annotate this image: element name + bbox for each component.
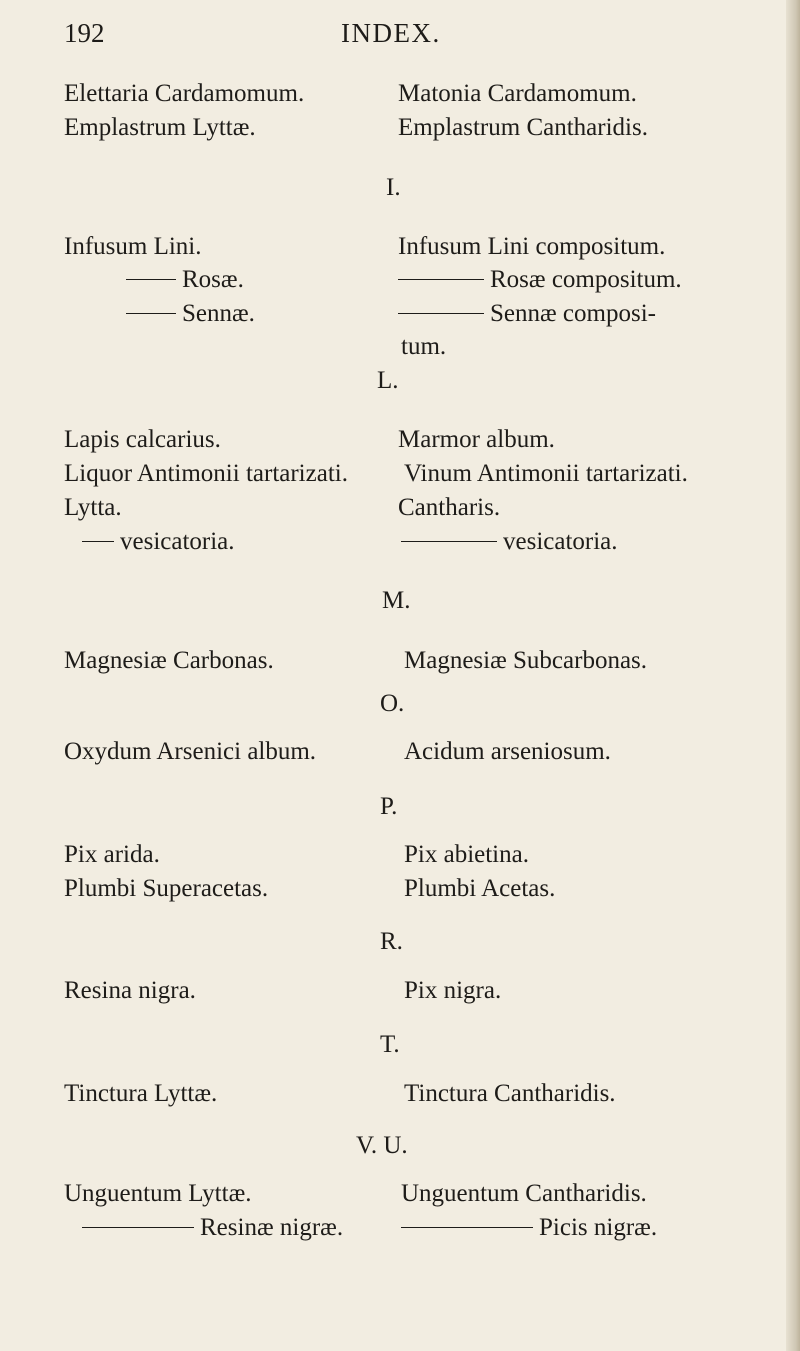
section-letter: I.	[386, 174, 401, 201]
ditto-dash	[126, 313, 176, 314]
section-letter: O.	[380, 690, 405, 717]
ditto-dash	[82, 1227, 194, 1228]
index-row	[0, 80, 780, 114]
new-name: Rosæ compositum.	[490, 266, 682, 293]
index-row	[0, 460, 780, 494]
new-name: Emplastrum Cantharidis.	[398, 114, 648, 141]
new-name: Sennæ composi-	[490, 300, 656, 327]
ditto-dash	[126, 279, 176, 280]
index-row	[0, 494, 780, 528]
new-name: Picis nigræ.	[539, 1214, 658, 1241]
index-row	[0, 1080, 780, 1114]
new-name: Acidum arseniosum.	[404, 738, 611, 765]
old-name: Magnesiæ Carbonas.	[64, 647, 274, 674]
new-name: Infusum Lini compositum.	[398, 233, 666, 260]
old-name: Rosæ.	[182, 266, 244, 293]
old-name: vesicatoria.	[120, 528, 235, 555]
section-letter: R.	[380, 928, 403, 955]
page-number: 192	[64, 18, 105, 48]
old-name: Emplastrum Lyttæ.	[64, 114, 256, 141]
index-row	[0, 1214, 780, 1248]
new-name: Marmor album.	[398, 426, 555, 453]
new-name: Pix abietina.	[404, 841, 529, 868]
new-name: vesicatoria.	[503, 528, 618, 555]
page-title: INDEX.	[341, 18, 441, 48]
page-edge	[786, 0, 800, 1351]
old-name: Elettaria Cardamomum.	[64, 80, 305, 107]
new-name: Pix nigra.	[404, 977, 502, 1004]
section-letter: M.	[382, 587, 411, 614]
new-name: Cantharis.	[398, 494, 501, 521]
index-row	[0, 233, 780, 267]
index-row	[0, 738, 780, 772]
old-name: Resinæ nigræ.	[200, 1214, 344, 1241]
ditto-dash	[398, 279, 484, 280]
section-letter: P.	[380, 793, 398, 820]
ditto-dash	[401, 541, 497, 542]
old-name: Resina nigra.	[64, 977, 196, 1004]
new-name-continuation: tum.	[401, 333, 447, 360]
old-name: Lytta.	[64, 494, 122, 521]
ditto-dash	[82, 541, 114, 542]
ditto-dash	[398, 313, 484, 314]
ditto-dash	[401, 1227, 533, 1228]
new-name: Matonia Cardamomum.	[398, 80, 637, 107]
index-row	[0, 300, 780, 334]
section-letter: L.	[377, 367, 399, 394]
section-letter: V. U.	[356, 1132, 408, 1159]
new-name: Magnesiæ Subcarbonas.	[404, 647, 648, 674]
index-row	[0, 841, 780, 875]
old-name: Infusum Lini.	[64, 233, 202, 260]
new-name: Tinctura Cantharidis.	[404, 1080, 616, 1107]
index-row	[0, 528, 780, 562]
index-row	[0, 1180, 780, 1214]
old-name: Lapis calcarius.	[64, 426, 221, 453]
index-row	[0, 647, 780, 681]
old-name: Tinctura Lyttæ.	[64, 1080, 218, 1107]
old-name: Unguentum Lyttæ.	[64, 1180, 252, 1207]
new-name: Unguentum Cantharidis.	[401, 1180, 647, 1207]
new-name: Plumbi Acetas.	[404, 875, 556, 902]
old-name: Plumbi Superacetas.	[64, 875, 269, 902]
section-letter: T.	[380, 1031, 400, 1058]
old-name: Sennæ.	[182, 300, 255, 327]
old-name: Liquor Antimonii tartarizati.	[64, 460, 348, 487]
index-row	[0, 977, 780, 1011]
index-row	[0, 426, 780, 460]
old-name: Pix arida.	[64, 841, 160, 868]
index-row	[0, 875, 780, 909]
index-row	[0, 114, 780, 148]
index-row	[0, 266, 780, 300]
new-name: Vinum Antimonii tartarizati.	[404, 460, 688, 487]
old-name: Oxydum Arsenici album.	[64, 738, 317, 765]
